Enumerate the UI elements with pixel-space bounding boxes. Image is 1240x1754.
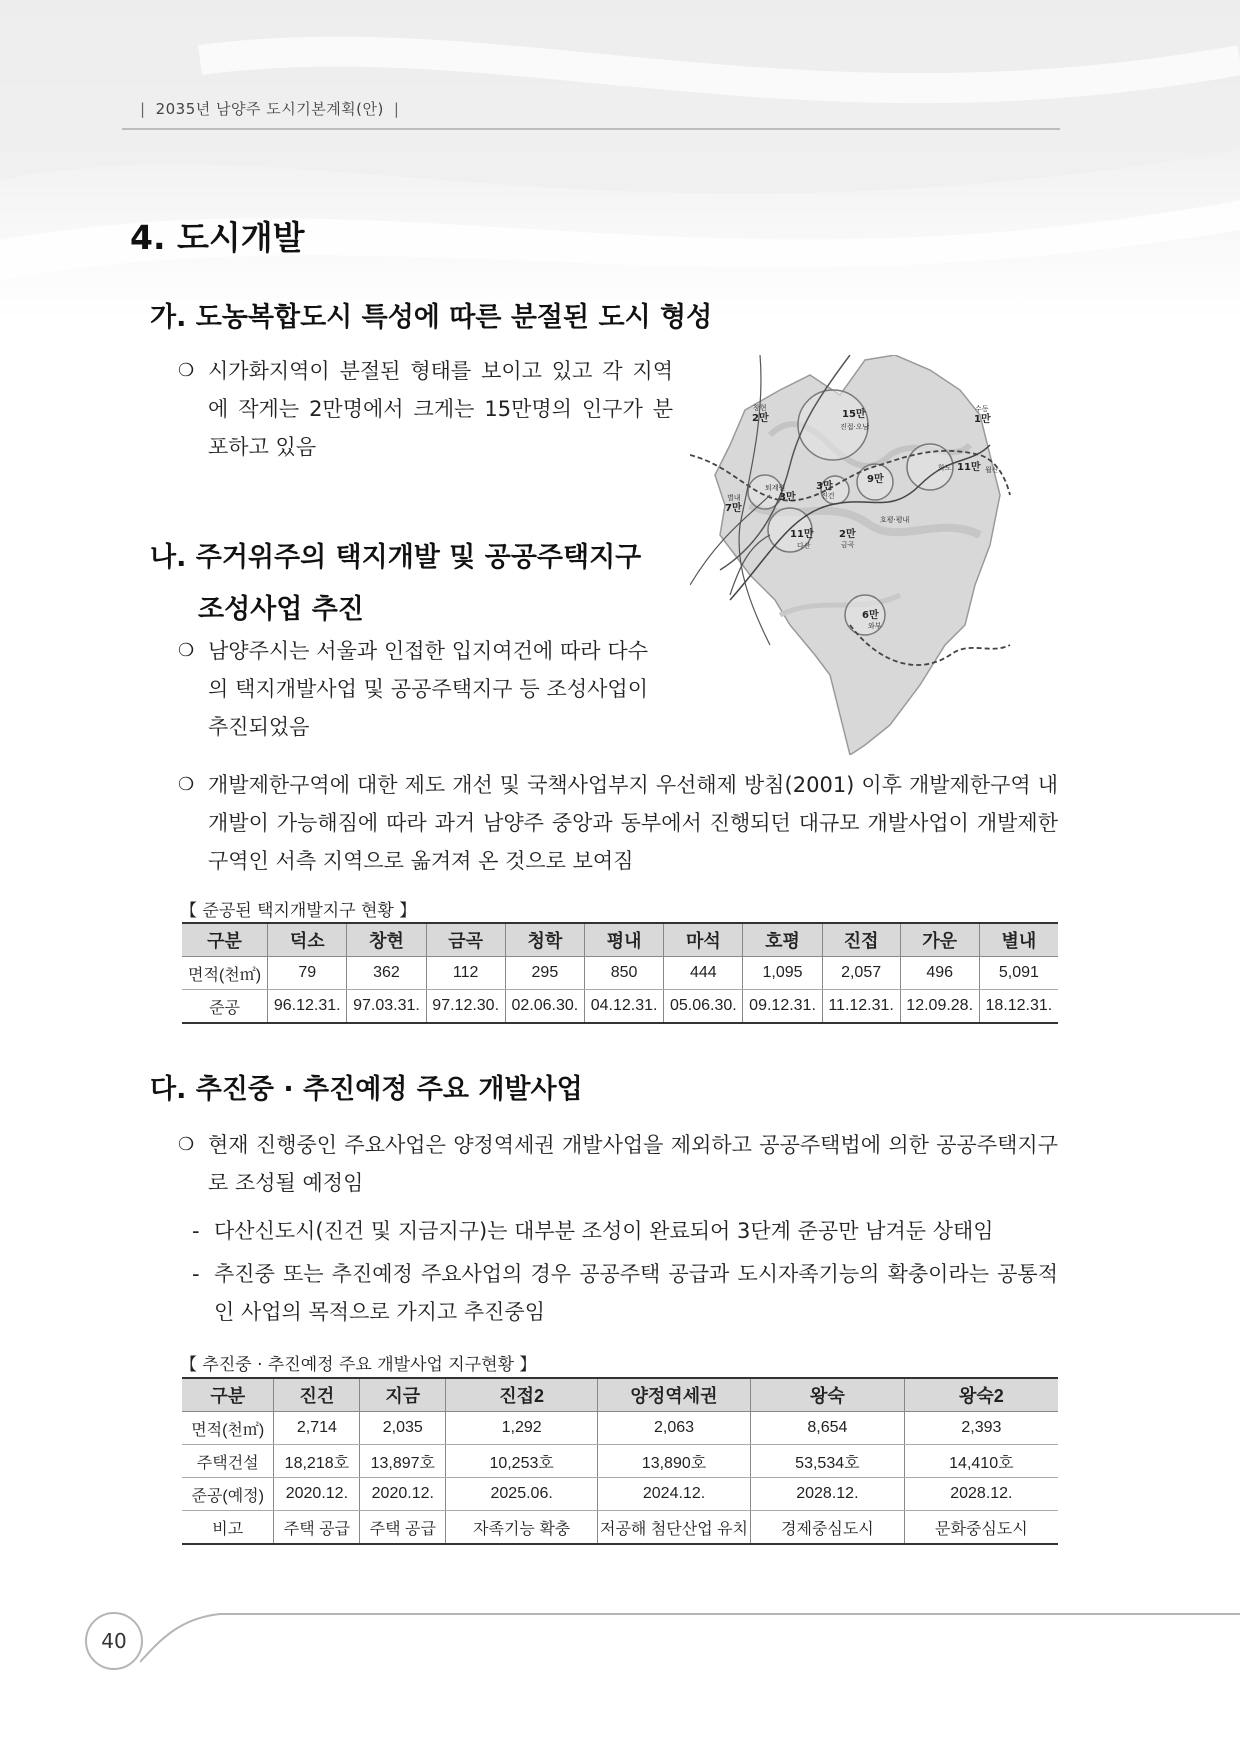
table-header-cell: 청학 (505, 923, 584, 957)
map-label-pop: 9만 (867, 474, 884, 485)
map-label-name: 창현 (753, 404, 767, 412)
map-label-name: 다산 (797, 542, 811, 550)
map-label-pop: 1만 (974, 414, 991, 425)
dash-marker: - (192, 1262, 200, 1286)
table-cell: 저공해 첨단산업 유치 (598, 1511, 751, 1545)
table-row (182, 1445, 1058, 1478)
table-header-cell: 별내 (979, 923, 1058, 957)
map-label-name: 수동 (975, 405, 989, 413)
table-cell: 자족기능 확충 (446, 1511, 598, 1545)
table-header-cell: 왕숙2 (904, 1378, 1058, 1412)
table-cell: 02.06.30. (505, 990, 584, 1024)
subsection-b-title: 나. 주거위주의 택지개발 및 공공주택지구 조성사업 추진 (150, 542, 642, 625)
table-cell: 18.12.31. (979, 990, 1058, 1024)
header-divider (122, 128, 1060, 130)
table-header-cell: 진접2 (446, 1378, 598, 1412)
map-label-pop: 2만 (839, 529, 856, 540)
map-label-pop: 7만 (725, 503, 742, 514)
table-cell: 13,897호 (360, 1445, 446, 1478)
row-label-cell: 준공(예정) (182, 1478, 274, 1511)
table-cell: 5,091 (979, 957, 1058, 990)
table-cell: 1,292 (446, 1412, 598, 1445)
table-cell: 09.12.31. (743, 990, 822, 1024)
row-label-cell: 비고 (182, 1511, 274, 1545)
subsection-c-dash-1: - 다산신도시(진건 및 지금지구)는 대부분 조성이 완료되어 3단계 준공만 남겨둔 상태임 (192, 1212, 1058, 1250)
table-cell: 2,393 (904, 1412, 1058, 1445)
table-cell: 12.09.28. (900, 990, 979, 1024)
map-label-pop: 3만 (779, 492, 796, 503)
map-label-pop: 3만 (816, 481, 833, 492)
table-cell: 97.12.30. (426, 990, 505, 1024)
table-header-cell: 구분 (182, 923, 268, 957)
urban-area-map (690, 355, 1030, 755)
map-label-name: 퇴계원 (765, 484, 786, 492)
map-label-pop: 11만 (790, 529, 814, 540)
table-header-cell: 진접 (822, 923, 900, 957)
page-header: | 2035년 남양주 도시기본계획(안) | (140, 100, 400, 118)
table-header-cell: 가운 (900, 923, 979, 957)
table-cell: 2,057 (822, 957, 900, 990)
table-cell: 18,218호 (274, 1445, 360, 1478)
subsection-a-paragraph: ❍ 시가화지역이 분절된 형태를 보이고 있고 각 지역에 작게는 2만명에서 크게는 15만명의 인구가 분포하고 있음 (178, 352, 673, 466)
table-cell: 444 (664, 957, 743, 990)
table-cell: 97.03.31. (347, 990, 426, 1024)
row-label-cell: 주택건설 (182, 1445, 274, 1478)
bullet-icon: ❍ (178, 360, 195, 381)
table-header-cell: 지금 (360, 1378, 446, 1412)
table-cell: 2028.12. (751, 1478, 905, 1511)
table-cell: 주택 공급 (274, 1511, 360, 1545)
bullet-icon: ❍ (178, 774, 195, 795)
table-cell: 2024.12. (598, 1478, 751, 1511)
bullet-icon: ❍ (178, 1134, 195, 1155)
row-label-cell: 준공 (182, 990, 268, 1024)
map-label-pop: 2만 (752, 413, 769, 424)
map-label-pop: 11만 (957, 462, 981, 473)
map-label-pop: 15만 (842, 409, 866, 420)
table-cell: 2020.12. (274, 1478, 360, 1511)
table-cell: 05.06.30. (664, 990, 743, 1024)
table-row (182, 1412, 1058, 1445)
subsection-a-title: 가. 도농복합도시 특성에 따른 분절된 도시 형성 (150, 302, 713, 333)
table-cell: 79 (268, 957, 347, 990)
dash-marker: - (192, 1219, 200, 1243)
subsection-c-paragraph: ❍ 현재 진행중인 주요사업은 양정역세권 개발사업을 제외하고 공공주택법에 의한 공공주택지구로 조성될 예정임 (178, 1126, 1058, 1202)
footer-swoosh (140, 1600, 1240, 1670)
table-cell: 53,534호 (751, 1445, 905, 1478)
table-header-cell: 양정역세권 (598, 1378, 751, 1412)
table-row (182, 957, 1058, 990)
table-cell: 496 (900, 957, 979, 990)
document-title: 2035년 남양주 도시기본계획(안) (155, 100, 384, 118)
table-cell: 11.12.31. (822, 990, 900, 1024)
map-label-name: 월산 (985, 466, 999, 474)
table-cell: 2020.12. (360, 1478, 446, 1511)
subsection-c-title: 다. 추진중 · 추진예정 주요 개발사업 (150, 1074, 583, 1105)
completed-development-table (182, 922, 1058, 1024)
table-header-row (182, 1378, 1058, 1412)
table-cell: 850 (585, 957, 664, 990)
table-cell: 8,654 (751, 1412, 905, 1445)
table-cell: 주택 공급 (360, 1511, 446, 1545)
table-cell: 04.12.31. (585, 990, 664, 1024)
map-label-name: 진건 (821, 492, 835, 500)
table-cell: 295 (505, 957, 584, 990)
table-cell: 2,714 (274, 1412, 360, 1445)
table-cell: 10,253호 (446, 1445, 598, 1478)
planned-development-table (182, 1377, 1058, 1545)
table-cell: 96.12.31. (268, 990, 347, 1024)
table-header-cell: 평내 (585, 923, 664, 957)
table-cell: 2025.06. (446, 1478, 598, 1511)
table-1-caption: 【 준공된 택지개발지구 현황 】 (180, 901, 417, 921)
page-number: 40 (85, 1612, 143, 1670)
table-header-cell: 창현 (347, 923, 426, 957)
table-2-caption: 【 추진중 · 추진예정 주요 개발사업 지구현황 】 (180, 1355, 537, 1375)
table-header-cell: 덕소 (268, 923, 347, 957)
table-cell: 13,890호 (598, 1445, 751, 1478)
subsection-b-paragraph-1: ❍ 남양주시는 서울과 인접한 입지여건에 따라 다수의 택지개발사업 및 공공주택지구 등 조성사업이 추진되었음 (178, 632, 648, 746)
table-header-cell: 진건 (274, 1378, 360, 1412)
table-row (182, 990, 1058, 1024)
table-header-row (182, 923, 1058, 957)
map-label-name: 화도 (938, 464, 952, 472)
bullet-icon: ❍ (178, 640, 195, 661)
table-cell: 문화중심도시 (904, 1511, 1058, 1545)
table-cell: 112 (426, 957, 505, 990)
table-header-cell: 호평 (743, 923, 822, 957)
table-cell: 14,410호 (904, 1445, 1058, 1478)
table-row (182, 1478, 1058, 1511)
table-header-cell: 구분 (182, 1378, 274, 1412)
map-label-name: 별내 (727, 494, 741, 502)
map-label-pop: 6만 (862, 610, 879, 621)
subsection-c-dash-2: - 추진중 또는 추진예정 주요사업의 경우 공공주택 공급과 도시자족기능의 확충이라는 공통적인 사업의 목적으로 가지고 추진중임 (192, 1255, 1058, 1331)
map-label-name: 금곡 (841, 541, 855, 549)
table-row (182, 1511, 1058, 1545)
map-label-name: 와부 (868, 622, 882, 630)
table-cell: 2028.12. (904, 1478, 1058, 1511)
row-label-cell: 면적(천㎡) (182, 957, 268, 990)
table-cell: 경제중심도시 (751, 1511, 905, 1545)
table-cell: 2,035 (360, 1412, 446, 1445)
map-label-name: 진접·오남 (840, 423, 870, 431)
map-label-name: 호평·평내 (880, 516, 910, 524)
table-cell: 362 (347, 957, 426, 990)
table-header-cell: 금곡 (426, 923, 505, 957)
table-cell: 2,063 (598, 1412, 751, 1445)
section-title: 4. 도시개발 (130, 218, 305, 257)
row-label-cell: 면적(천㎡) (182, 1412, 274, 1445)
table-header-cell: 마석 (664, 923, 743, 957)
table-header-cell: 왕숙 (751, 1378, 905, 1412)
table-cell: 1,095 (743, 957, 822, 990)
subsection-b-paragraph-2: ❍ 개발제한구역에 대한 제도 개선 및 국책사업부지 우선해제 방침(2001) 이후 개발제한구역 내 개발이 가능해짐에 따라 과거 남양주 중앙과 동부에서 진행되던 대규모 개발사업이 개발제한구역인 서측 지역으로 옮겨져 온 것으로 보여짐 (178, 766, 1058, 880)
